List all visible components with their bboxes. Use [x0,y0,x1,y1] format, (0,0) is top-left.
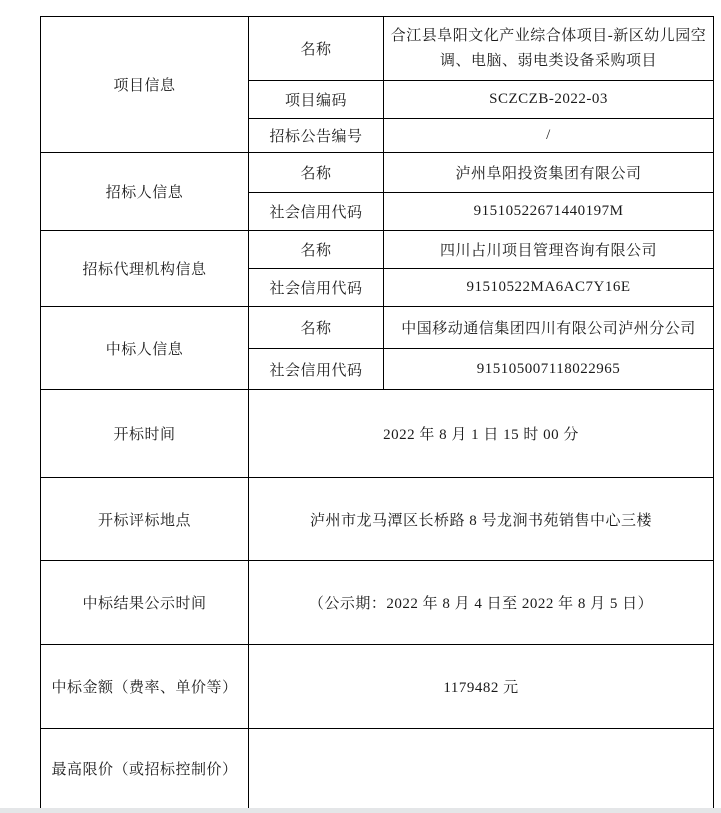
section-label-bid-opening-place: 开标评标地点 [41,478,249,561]
field-value-max-price [249,729,714,809]
section-label-tenderer-info: 招标人信息 [41,153,249,231]
section-label-agency-info: 招标代理机构信息 [41,231,249,307]
field-value-agency-credit-code: 91510522MA6AC7Y16E [384,269,714,307]
field-label-tender-notice-no: 招标公告编号 [249,119,384,153]
field-value-tenderer-name: 泸州阜阳投资集团有限公司 [384,153,714,193]
section-label-max-price: 最高限价（或招标控制价） [41,729,249,809]
field-label-project-code: 项目编码 [249,81,384,119]
section-label-result-publicity-time: 中标结果公示时间 [41,561,249,645]
field-label-winner-credit-code: 社会信用代码 [249,349,384,390]
field-label-tenderer-name: 名称 [249,153,384,193]
field-value-project-code: SCZCZB-2022-03 [384,81,714,119]
field-label-agency-credit-code: 社会信用代码 [249,269,384,307]
bid-result-table [40,16,714,809]
field-label-tenderer-credit-code: 社会信用代码 [249,193,384,231]
section-label-project-info: 项目信息 [41,17,249,153]
page-bottom-edge [0,808,721,813]
field-value-bid-opening-time: 2022 年 8 月 1 日 15 时 00 分 [249,390,714,478]
field-value-project-name: 合江县阜阳文化产业综合体项目-新区幼儿园空调、电脑、弱电类设备采购项目 [384,17,714,81]
field-value-winner-credit-code: 915105007118022965 [384,349,714,390]
field-value-agency-name: 四川占川项目管理咨询有限公司 [384,231,714,269]
field-value-tender-notice-no: / [384,119,714,153]
section-label-winner-info: 中标人信息 [41,307,249,390]
field-value-bid-opening-place: 泸州市龙马潭区长桥路 8 号龙涧书苑销售中心三楼 [249,478,714,561]
field-label-agency-name: 名称 [249,231,384,269]
section-label-bid-opening-time: 开标时间 [41,390,249,478]
field-label-project-name: 名称 [249,17,384,81]
field-label-winner-name: 名称 [249,307,384,349]
field-value-result-publicity-time: （公示期：2022 年 8 月 4 日至 2022 年 8 月 5 日） [249,561,714,645]
field-value-tenderer-credit-code: 91510522671440197M [384,193,714,231]
section-label-winning-amount: 中标金额（费率、单价等） [41,645,249,729]
field-value-winning-amount: 1179482 元 [249,645,714,729]
field-value-winner-name: 中国移动通信集团四川有限公司泸州分公司 [384,307,714,349]
